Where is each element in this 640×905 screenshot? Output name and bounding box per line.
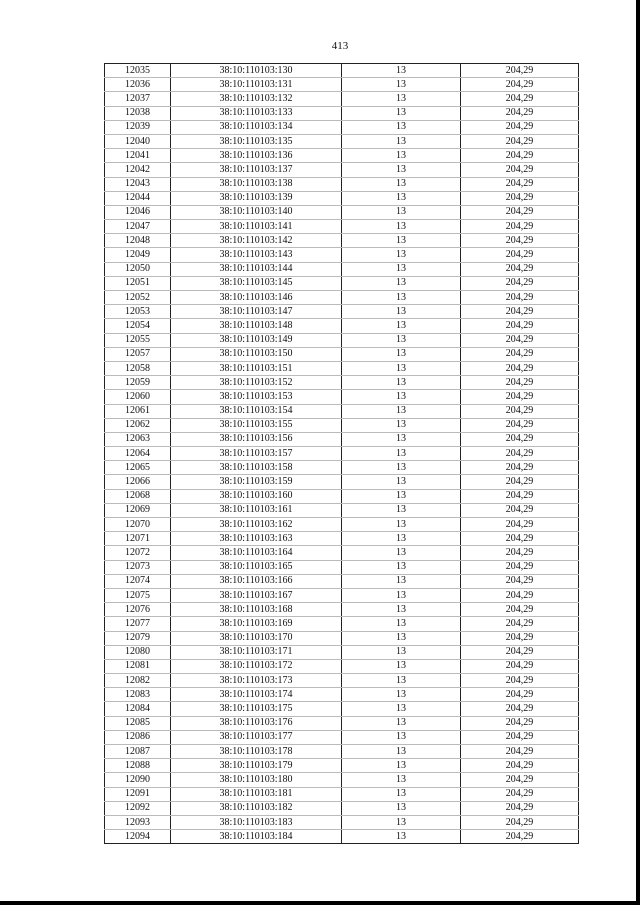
value-cell: 204,29 xyxy=(461,532,579,546)
quantity-cell: 13 xyxy=(342,92,461,106)
row-number-cell: 12057 xyxy=(105,347,171,361)
row-number-cell: 12065 xyxy=(105,461,171,475)
cadastral-number-cell: 38:10:110103:163 xyxy=(171,532,342,546)
cadastral-number-cell: 38:10:110103:146 xyxy=(171,291,342,305)
quantity-cell: 13 xyxy=(342,64,461,78)
value-cell: 204,29 xyxy=(461,92,579,106)
table-row xyxy=(105,376,579,390)
table-row xyxy=(105,361,579,375)
cadastral-number-cell: 38:10:110103:170 xyxy=(171,631,342,645)
quantity-cell: 13 xyxy=(342,149,461,163)
quantity-cell: 13 xyxy=(342,645,461,659)
table-row xyxy=(105,432,579,446)
cadastral-number-cell: 38:10:110103:149 xyxy=(171,333,342,347)
value-cell: 204,29 xyxy=(461,730,579,744)
table-row xyxy=(105,78,579,92)
quantity-cell: 13 xyxy=(342,503,461,517)
cadastral-number-cell: 38:10:110103:135 xyxy=(171,134,342,148)
quantity-cell: 13 xyxy=(342,787,461,801)
cadastral-number-cell: 38:10:110103:165 xyxy=(171,560,342,574)
cadastral-number-cell: 38:10:110103:157 xyxy=(171,447,342,461)
value-cell: 204,29 xyxy=(461,177,579,191)
value-cell: 204,29 xyxy=(461,645,579,659)
row-number-cell: 12081 xyxy=(105,659,171,673)
cadastral-number-cell: 38:10:110103:156 xyxy=(171,432,342,446)
row-number-cell: 12079 xyxy=(105,631,171,645)
quantity-cell: 13 xyxy=(342,262,461,276)
cadastral-number-cell: 38:10:110103:173 xyxy=(171,674,342,688)
quantity-cell: 13 xyxy=(342,475,461,489)
row-number-cell: 12075 xyxy=(105,588,171,602)
table-row xyxy=(105,205,579,219)
cadastral-number-cell: 38:10:110103:161 xyxy=(171,503,342,517)
cadastral-number-cell: 38:10:110103:184 xyxy=(171,830,342,844)
cadastral-number-cell: 38:10:110103:181 xyxy=(171,787,342,801)
value-cell: 204,29 xyxy=(461,134,579,148)
value-cell: 204,29 xyxy=(461,773,579,787)
table-row xyxy=(105,191,579,205)
quantity-cell: 13 xyxy=(342,688,461,702)
table-row xyxy=(105,645,579,659)
cadastral-number-cell: 38:10:110103:148 xyxy=(171,319,342,333)
table-row xyxy=(105,248,579,262)
cadastral-number-cell: 38:10:110103:133 xyxy=(171,106,342,120)
cadastral-number-cell: 38:10:110103:176 xyxy=(171,716,342,730)
table-row xyxy=(105,418,579,432)
quantity-cell: 13 xyxy=(342,361,461,375)
row-number-cell: 12091 xyxy=(105,787,171,801)
value-cell: 204,29 xyxy=(461,716,579,730)
quantity-cell: 13 xyxy=(342,617,461,631)
row-number-cell: 12087 xyxy=(105,745,171,759)
table-row xyxy=(105,688,579,702)
row-number-cell: 12063 xyxy=(105,432,171,446)
row-number-cell: 12035 xyxy=(105,64,171,78)
cadastral-number-cell: 38:10:110103:175 xyxy=(171,702,342,716)
table-row xyxy=(105,64,579,78)
cadastral-number-cell: 38:10:110103:159 xyxy=(171,475,342,489)
quantity-cell: 13 xyxy=(342,432,461,446)
row-number-cell: 12058 xyxy=(105,361,171,375)
row-number-cell: 12074 xyxy=(105,574,171,588)
table-row xyxy=(105,333,579,347)
value-cell: 204,29 xyxy=(461,191,579,205)
row-number-cell: 12059 xyxy=(105,376,171,390)
cadastral-number-cell: 38:10:110103:182 xyxy=(171,801,342,815)
value-cell: 204,29 xyxy=(461,518,579,532)
table-row xyxy=(105,404,579,418)
value-cell: 204,29 xyxy=(461,503,579,517)
value-cell: 204,29 xyxy=(461,319,579,333)
row-number-cell: 12069 xyxy=(105,503,171,517)
table-row xyxy=(105,730,579,744)
value-cell: 204,29 xyxy=(461,787,579,801)
table-row xyxy=(105,631,579,645)
quantity-cell: 13 xyxy=(342,404,461,418)
row-number-cell: 12055 xyxy=(105,333,171,347)
table-row xyxy=(105,702,579,716)
quantity-cell: 13 xyxy=(342,291,461,305)
table-row xyxy=(105,390,579,404)
quantity-cell: 13 xyxy=(342,134,461,148)
row-number-cell: 12064 xyxy=(105,447,171,461)
value-cell: 204,29 xyxy=(461,149,579,163)
cadastral-number-cell: 38:10:110103:155 xyxy=(171,418,342,432)
row-number-cell: 12043 xyxy=(105,177,171,191)
quantity-cell: 13 xyxy=(342,674,461,688)
value-cell: 204,29 xyxy=(461,404,579,418)
value-cell: 204,29 xyxy=(461,659,579,673)
row-number-cell: 12090 xyxy=(105,773,171,787)
table-row xyxy=(105,447,579,461)
quantity-cell: 13 xyxy=(342,333,461,347)
cadastral-number-cell: 38:10:110103:174 xyxy=(171,688,342,702)
value-cell: 204,29 xyxy=(461,333,579,347)
table-row xyxy=(105,659,579,673)
cadastral-number-cell: 38:10:110103:178 xyxy=(171,745,342,759)
value-cell: 204,29 xyxy=(461,489,579,503)
quantity-cell: 13 xyxy=(342,603,461,617)
cadastral-number-cell: 38:10:110103:143 xyxy=(171,248,342,262)
cadastral-number-cell: 38:10:110103:171 xyxy=(171,645,342,659)
table-row xyxy=(105,234,579,248)
value-cell: 204,29 xyxy=(461,163,579,177)
table-row xyxy=(105,588,579,602)
cadastral-number-cell: 38:10:110103:130 xyxy=(171,64,342,78)
value-cell: 204,29 xyxy=(461,276,579,290)
quantity-cell: 13 xyxy=(342,234,461,248)
value-cell: 204,29 xyxy=(461,120,579,134)
cadastral-number-cell: 38:10:110103:140 xyxy=(171,205,342,219)
cadastral-number-cell: 38:10:110103:177 xyxy=(171,730,342,744)
quantity-cell: 13 xyxy=(342,305,461,319)
table-row xyxy=(105,674,579,688)
row-number-cell: 12036 xyxy=(105,78,171,92)
table-row xyxy=(105,830,579,844)
table-row xyxy=(105,319,579,333)
quantity-cell: 13 xyxy=(342,716,461,730)
table-row xyxy=(105,801,579,815)
cadastral-number-cell: 38:10:110103:141 xyxy=(171,220,342,234)
cadastral-number-cell: 38:10:110103:152 xyxy=(171,376,342,390)
row-number-cell: 12060 xyxy=(105,390,171,404)
cadastral-number-cell: 38:10:110103:160 xyxy=(171,489,342,503)
value-cell: 204,29 xyxy=(461,78,579,92)
quantity-cell: 13 xyxy=(342,574,461,588)
quantity-cell: 13 xyxy=(342,702,461,716)
quantity-cell: 13 xyxy=(342,773,461,787)
table-row xyxy=(105,546,579,560)
row-number-cell: 12076 xyxy=(105,603,171,617)
value-cell: 204,29 xyxy=(461,560,579,574)
cadastral-number-cell: 38:10:110103:162 xyxy=(171,518,342,532)
row-number-cell: 12066 xyxy=(105,475,171,489)
row-number-cell: 12050 xyxy=(105,262,171,276)
value-cell: 204,29 xyxy=(461,262,579,276)
row-number-cell: 12073 xyxy=(105,560,171,574)
cadastral-number-cell: 38:10:110103:145 xyxy=(171,276,342,290)
table-row xyxy=(105,532,579,546)
row-number-cell: 12077 xyxy=(105,617,171,631)
table-row xyxy=(105,305,579,319)
quantity-cell: 13 xyxy=(342,830,461,844)
cadastral-number-cell: 38:10:110103:183 xyxy=(171,815,342,829)
table-row xyxy=(105,347,579,361)
value-cell: 204,29 xyxy=(461,674,579,688)
value-cell: 204,29 xyxy=(461,475,579,489)
cadastral-number-cell: 38:10:110103:137 xyxy=(171,163,342,177)
row-number-cell: 12070 xyxy=(105,518,171,532)
table-row xyxy=(105,120,579,134)
quantity-cell: 13 xyxy=(342,631,461,645)
value-cell: 204,29 xyxy=(461,106,579,120)
row-number-cell: 12094 xyxy=(105,830,171,844)
quantity-cell: 13 xyxy=(342,347,461,361)
quantity-cell: 13 xyxy=(342,518,461,532)
value-cell: 204,29 xyxy=(461,801,579,815)
quantity-cell: 13 xyxy=(342,489,461,503)
quantity-cell: 13 xyxy=(342,177,461,191)
value-cell: 204,29 xyxy=(461,546,579,560)
table-row xyxy=(105,276,579,290)
quantity-cell: 13 xyxy=(342,730,461,744)
quantity-cell: 13 xyxy=(342,560,461,574)
table-row xyxy=(105,149,579,163)
value-cell: 204,29 xyxy=(461,432,579,446)
row-number-cell: 12038 xyxy=(105,106,171,120)
value-cell: 204,29 xyxy=(461,617,579,631)
value-cell: 204,29 xyxy=(461,603,579,617)
row-number-cell: 12072 xyxy=(105,546,171,560)
cadastral-number-cell: 38:10:110103:142 xyxy=(171,234,342,248)
value-cell: 204,29 xyxy=(461,574,579,588)
table-row xyxy=(105,617,579,631)
value-cell: 204,29 xyxy=(461,815,579,829)
quantity-cell: 13 xyxy=(342,163,461,177)
table-row xyxy=(105,461,579,475)
cadastral-number-cell: 38:10:110103:166 xyxy=(171,574,342,588)
row-number-cell: 12037 xyxy=(105,92,171,106)
row-number-cell: 12048 xyxy=(105,234,171,248)
row-number-cell: 12080 xyxy=(105,645,171,659)
table-row xyxy=(105,163,579,177)
row-number-cell: 12062 xyxy=(105,418,171,432)
quantity-cell: 13 xyxy=(342,319,461,333)
row-number-cell: 12040 xyxy=(105,134,171,148)
value-cell: 204,29 xyxy=(461,461,579,475)
table-row xyxy=(105,92,579,106)
quantity-cell: 13 xyxy=(342,461,461,475)
cadastral-number-cell: 38:10:110103:158 xyxy=(171,461,342,475)
table-row xyxy=(105,106,579,120)
table-row xyxy=(105,603,579,617)
value-cell: 204,29 xyxy=(461,759,579,773)
value-cell: 204,29 xyxy=(461,588,579,602)
cadastral-number-cell: 38:10:110103:168 xyxy=(171,603,342,617)
row-number-cell: 12084 xyxy=(105,702,171,716)
cadastral-number-cell: 38:10:110103:139 xyxy=(171,191,342,205)
row-number-cell: 12092 xyxy=(105,801,171,815)
row-number-cell: 12068 xyxy=(105,489,171,503)
page-number: 413 xyxy=(331,40,349,52)
value-cell: 204,29 xyxy=(461,347,579,361)
cadastral-number-cell: 38:10:110103:144 xyxy=(171,262,342,276)
cadastral-number-cell: 38:10:110103:180 xyxy=(171,773,342,787)
row-number-cell: 12047 xyxy=(105,220,171,234)
quantity-cell: 13 xyxy=(342,191,461,205)
quantity-cell: 13 xyxy=(342,546,461,560)
quantity-cell: 13 xyxy=(342,447,461,461)
cadastral-number-cell: 38:10:110103:167 xyxy=(171,588,342,602)
table-row xyxy=(105,134,579,148)
table-body xyxy=(105,64,579,844)
row-number-cell: 12049 xyxy=(105,248,171,262)
table-row xyxy=(105,518,579,532)
cadastral-number-cell: 38:10:110103:132 xyxy=(171,92,342,106)
value-cell: 204,29 xyxy=(461,248,579,262)
quantity-cell: 13 xyxy=(342,659,461,673)
row-number-cell: 12044 xyxy=(105,191,171,205)
row-number-cell: 12085 xyxy=(105,716,171,730)
quantity-cell: 13 xyxy=(342,801,461,815)
value-cell: 204,29 xyxy=(461,376,579,390)
row-number-cell: 12088 xyxy=(105,759,171,773)
row-number-cell: 12041 xyxy=(105,149,171,163)
quantity-cell: 13 xyxy=(342,815,461,829)
value-cell: 204,29 xyxy=(461,702,579,716)
cadastral-number-cell: 38:10:110103:150 xyxy=(171,347,342,361)
cadastral-number-cell: 38:10:110103:136 xyxy=(171,149,342,163)
table-row xyxy=(105,291,579,305)
table-row xyxy=(105,503,579,517)
table-row xyxy=(105,773,579,787)
quantity-cell: 13 xyxy=(342,745,461,759)
value-cell: 204,29 xyxy=(461,64,579,78)
table-row xyxy=(105,759,579,773)
cadastral-number-cell: 38:10:110103:172 xyxy=(171,659,342,673)
row-number-cell: 12093 xyxy=(105,815,171,829)
cadastral-number-cell: 38:10:110103:154 xyxy=(171,404,342,418)
cadastral-number-cell: 38:10:110103:131 xyxy=(171,78,342,92)
land-parcel-table xyxy=(104,63,579,844)
value-cell: 204,29 xyxy=(461,830,579,844)
value-cell: 204,29 xyxy=(461,361,579,375)
quantity-cell: 13 xyxy=(342,418,461,432)
row-number-cell: 12039 xyxy=(105,120,171,134)
table-row xyxy=(105,574,579,588)
row-number-cell: 12054 xyxy=(105,319,171,333)
table-row xyxy=(105,177,579,191)
cadastral-number-cell: 38:10:110103:151 xyxy=(171,361,342,375)
table-row xyxy=(105,475,579,489)
cadastral-number-cell: 38:10:110103:179 xyxy=(171,759,342,773)
value-cell: 204,29 xyxy=(461,305,579,319)
quantity-cell: 13 xyxy=(342,220,461,234)
value-cell: 204,29 xyxy=(461,447,579,461)
value-cell: 204,29 xyxy=(461,688,579,702)
row-number-cell: 12086 xyxy=(105,730,171,744)
table-row xyxy=(105,815,579,829)
row-number-cell: 12052 xyxy=(105,291,171,305)
table-row xyxy=(105,220,579,234)
scan-border-bottom xyxy=(0,901,640,905)
value-cell: 204,29 xyxy=(461,745,579,759)
value-cell: 204,29 xyxy=(461,390,579,404)
table-row xyxy=(105,262,579,276)
table-row xyxy=(105,745,579,759)
cadastral-number-cell: 38:10:110103:138 xyxy=(171,177,342,191)
row-number-cell: 12082 xyxy=(105,674,171,688)
row-number-cell: 12046 xyxy=(105,205,171,219)
value-cell: 204,29 xyxy=(461,205,579,219)
scan-border-right xyxy=(636,0,640,905)
table-row xyxy=(105,560,579,574)
value-cell: 204,29 xyxy=(461,418,579,432)
cadastral-number-cell: 38:10:110103:134 xyxy=(171,120,342,134)
cadastral-number-cell: 38:10:110103:169 xyxy=(171,617,342,631)
quantity-cell: 13 xyxy=(342,276,461,290)
quantity-cell: 13 xyxy=(342,759,461,773)
quantity-cell: 13 xyxy=(342,532,461,546)
quantity-cell: 13 xyxy=(342,588,461,602)
value-cell: 204,29 xyxy=(461,220,579,234)
value-cell: 204,29 xyxy=(461,291,579,305)
quantity-cell: 13 xyxy=(342,205,461,219)
table-row xyxy=(105,787,579,801)
cadastral-number-cell: 38:10:110103:153 xyxy=(171,390,342,404)
row-number-cell: 12083 xyxy=(105,688,171,702)
row-number-cell: 12053 xyxy=(105,305,171,319)
value-cell: 204,29 xyxy=(461,631,579,645)
quantity-cell: 13 xyxy=(342,248,461,262)
quantity-cell: 13 xyxy=(342,120,461,134)
table-row xyxy=(105,489,579,503)
quantity-cell: 13 xyxy=(342,376,461,390)
quantity-cell: 13 xyxy=(342,390,461,404)
table-row xyxy=(105,716,579,730)
cadastral-number-cell: 38:10:110103:164 xyxy=(171,546,342,560)
value-cell: 204,29 xyxy=(461,234,579,248)
quantity-cell: 13 xyxy=(342,106,461,120)
cadastral-number-cell: 38:10:110103:147 xyxy=(171,305,342,319)
row-number-cell: 12042 xyxy=(105,163,171,177)
quantity-cell: 13 xyxy=(342,78,461,92)
row-number-cell: 12071 xyxy=(105,532,171,546)
row-number-cell: 12061 xyxy=(105,404,171,418)
row-number-cell: 12051 xyxy=(105,276,171,290)
